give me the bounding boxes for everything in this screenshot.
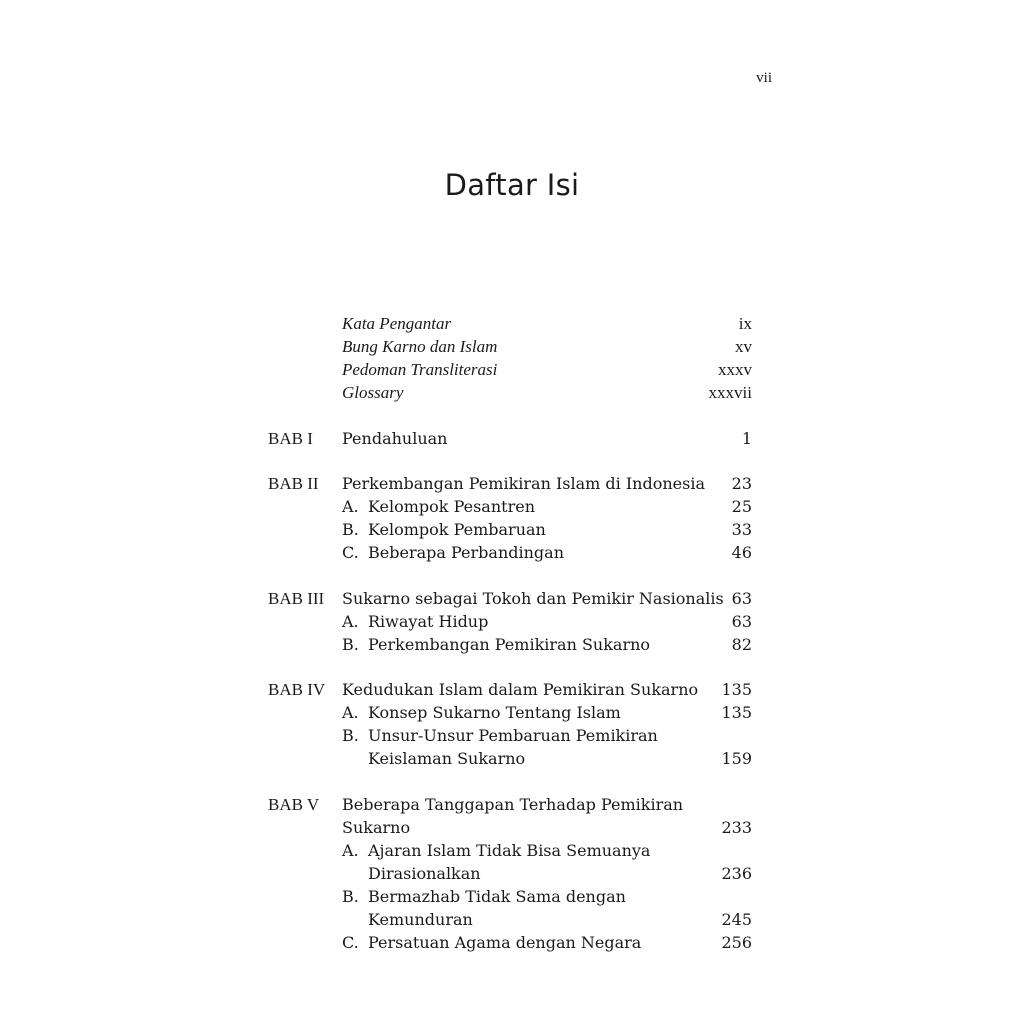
toc-entry-label: Kata Pengantar — [342, 314, 452, 333]
section-letter: A. — [342, 611, 359, 631]
section-letter: A. — [342, 497, 359, 516]
chapter-title: Sukarno sebagai Tokoh dan Pemikir Nasionalis — [342, 588, 724, 608]
toc-entry-glossary[interactable] — [268, 381, 752, 404]
section-page: 46 — [731, 543, 752, 562]
toc-section-continuation[interactable] — [268, 747, 752, 770]
section-page: 82 — [731, 634, 752, 654]
toc-entry-page: xxxv — [718, 360, 752, 379]
section-letter: C. — [342, 543, 359, 562]
page-title: Daftar Isi — [444, 168, 580, 202]
section-letter: B. — [342, 726, 359, 745]
section-title — [342, 839, 650, 862]
section-title — [342, 885, 626, 908]
chapter-page: 233 — [721, 817, 752, 837]
section-title-text: Perkembangan Pemikiran Sukarno — [368, 634, 651, 654]
toc-section[interactable] — [268, 633, 752, 656]
chapter-page: 63 — [731, 588, 752, 608]
section-title-text: Riwayat Hidup — [368, 611, 489, 631]
section-title-text: Beberapa Perbandingan — [368, 543, 564, 562]
toc-chapter-bab-ii[interactable] — [268, 472, 752, 495]
section-title-cont: Dirasionalkan — [368, 863, 481, 883]
section-title-cont: Kemunduran — [368, 909, 473, 929]
section-page: 256 — [721, 932, 752, 952]
toc-section[interactable] — [268, 724, 752, 747]
section-title — [342, 931, 641, 954]
section-title — [342, 633, 650, 656]
toc-chapter-continuation[interactable] — [268, 816, 752, 839]
toc-section[interactable] — [268, 541, 752, 564]
chapter-title: Pendahuluan — [342, 428, 448, 448]
section-page: 25 — [731, 497, 752, 516]
chapter-page: 1 — [741, 428, 752, 448]
section-title-text: Konsep Sukarno Tentang Islam — [368, 703, 621, 722]
toc-chapter-bab-iv[interactable] — [268, 678, 752, 701]
chapter-number: BAB I — [268, 428, 313, 448]
section-page: 245 — [721, 909, 752, 929]
chapter-title: Perkembangan Pemikiran Islam di Indonesia — [342, 474, 705, 493]
toc-entry-label: Glossary — [342, 383, 404, 402]
section-title — [342, 701, 621, 724]
section-letter: B. — [342, 886, 359, 906]
toc-section-continuation[interactable] — [268, 862, 752, 885]
toc-entry-label: Pedoman Transliterasi — [342, 360, 498, 379]
section-page: 135 — [721, 703, 752, 722]
section-title-text: Unsur-Unsur Pembaruan Pemikiran — [368, 726, 658, 745]
section-title-text: Kelompok Pesantren — [368, 497, 535, 516]
section-page: 159 — [721, 749, 752, 768]
chapter-number: BAB III — [268, 588, 325, 608]
toc-section[interactable] — [268, 701, 752, 724]
section-page: 236 — [721, 863, 752, 883]
section-letter: B. — [342, 634, 359, 654]
toc-entry-page: ix — [738, 314, 752, 333]
toc-section[interactable] — [268, 931, 752, 954]
section-title-text: Ajaran Islam Tidak Bisa Semuanya — [368, 840, 651, 860]
chapter-title: Beberapa Tanggapan Terhadap Pemikiran — [342, 794, 684, 814]
section-title-text: Bermazhab Tidak Sama dengan — [368, 886, 626, 906]
chapter-page: 135 — [721, 680, 752, 699]
section-title — [342, 610, 488, 633]
section-title-cont: Keislaman Sukarno — [368, 749, 526, 768]
toc-chapter-bab-v[interactable] — [268, 793, 752, 816]
toc-entry-kata-pengantar[interactable] — [268, 312, 752, 335]
toc-entry-label: Bung Karno dan Islam — [342, 337, 498, 356]
toc-section-continuation[interactable] — [268, 908, 752, 931]
toc-entry-pedoman-transliterasi[interactable] — [268, 358, 752, 381]
section-title — [342, 541, 564, 564]
page-number: vii — [756, 70, 772, 86]
section-letter: C. — [342, 932, 359, 952]
chapter-number: BAB IV — [268, 680, 326, 699]
chapter-number: BAB V — [268, 794, 320, 814]
toc-entry-page: xv — [735, 337, 752, 356]
toc-entry-bung-karno-dan-islam[interactable] — [268, 335, 752, 358]
section-title-text: Persatuan Agama dengan Negara — [368, 932, 642, 952]
section-page: 33 — [731, 520, 752, 539]
toc-section[interactable] — [268, 885, 752, 908]
toc-section[interactable] — [268, 495, 752, 518]
section-page: 63 — [731, 611, 752, 631]
chapter-page: 23 — [731, 474, 752, 493]
toc-entry-page: xxxvii — [708, 383, 752, 402]
toc-section[interactable] — [268, 610, 752, 633]
section-title — [342, 518, 546, 541]
section-title — [342, 724, 658, 747]
chapter-number: BAB II — [268, 474, 319, 493]
chapter-title-cont: Sukarno — [342, 817, 411, 837]
chapter-title: Kedudukan Islam dalam Pemikiran Sukarno — [342, 680, 699, 699]
table-of-contents — [268, 312, 752, 954]
section-title — [342, 495, 535, 518]
section-letter: B. — [342, 520, 359, 539]
section-letter: A. — [342, 703, 359, 722]
toc-chapter-bab-i[interactable] — [268, 427, 752, 450]
toc-section[interactable] — [268, 839, 752, 862]
toc-section[interactable] — [268, 518, 752, 541]
section-title-text: Kelompok Pembaruan — [368, 520, 546, 539]
toc-chapter-bab-iii[interactable] — [268, 587, 752, 610]
section-letter: A. — [342, 840, 359, 860]
